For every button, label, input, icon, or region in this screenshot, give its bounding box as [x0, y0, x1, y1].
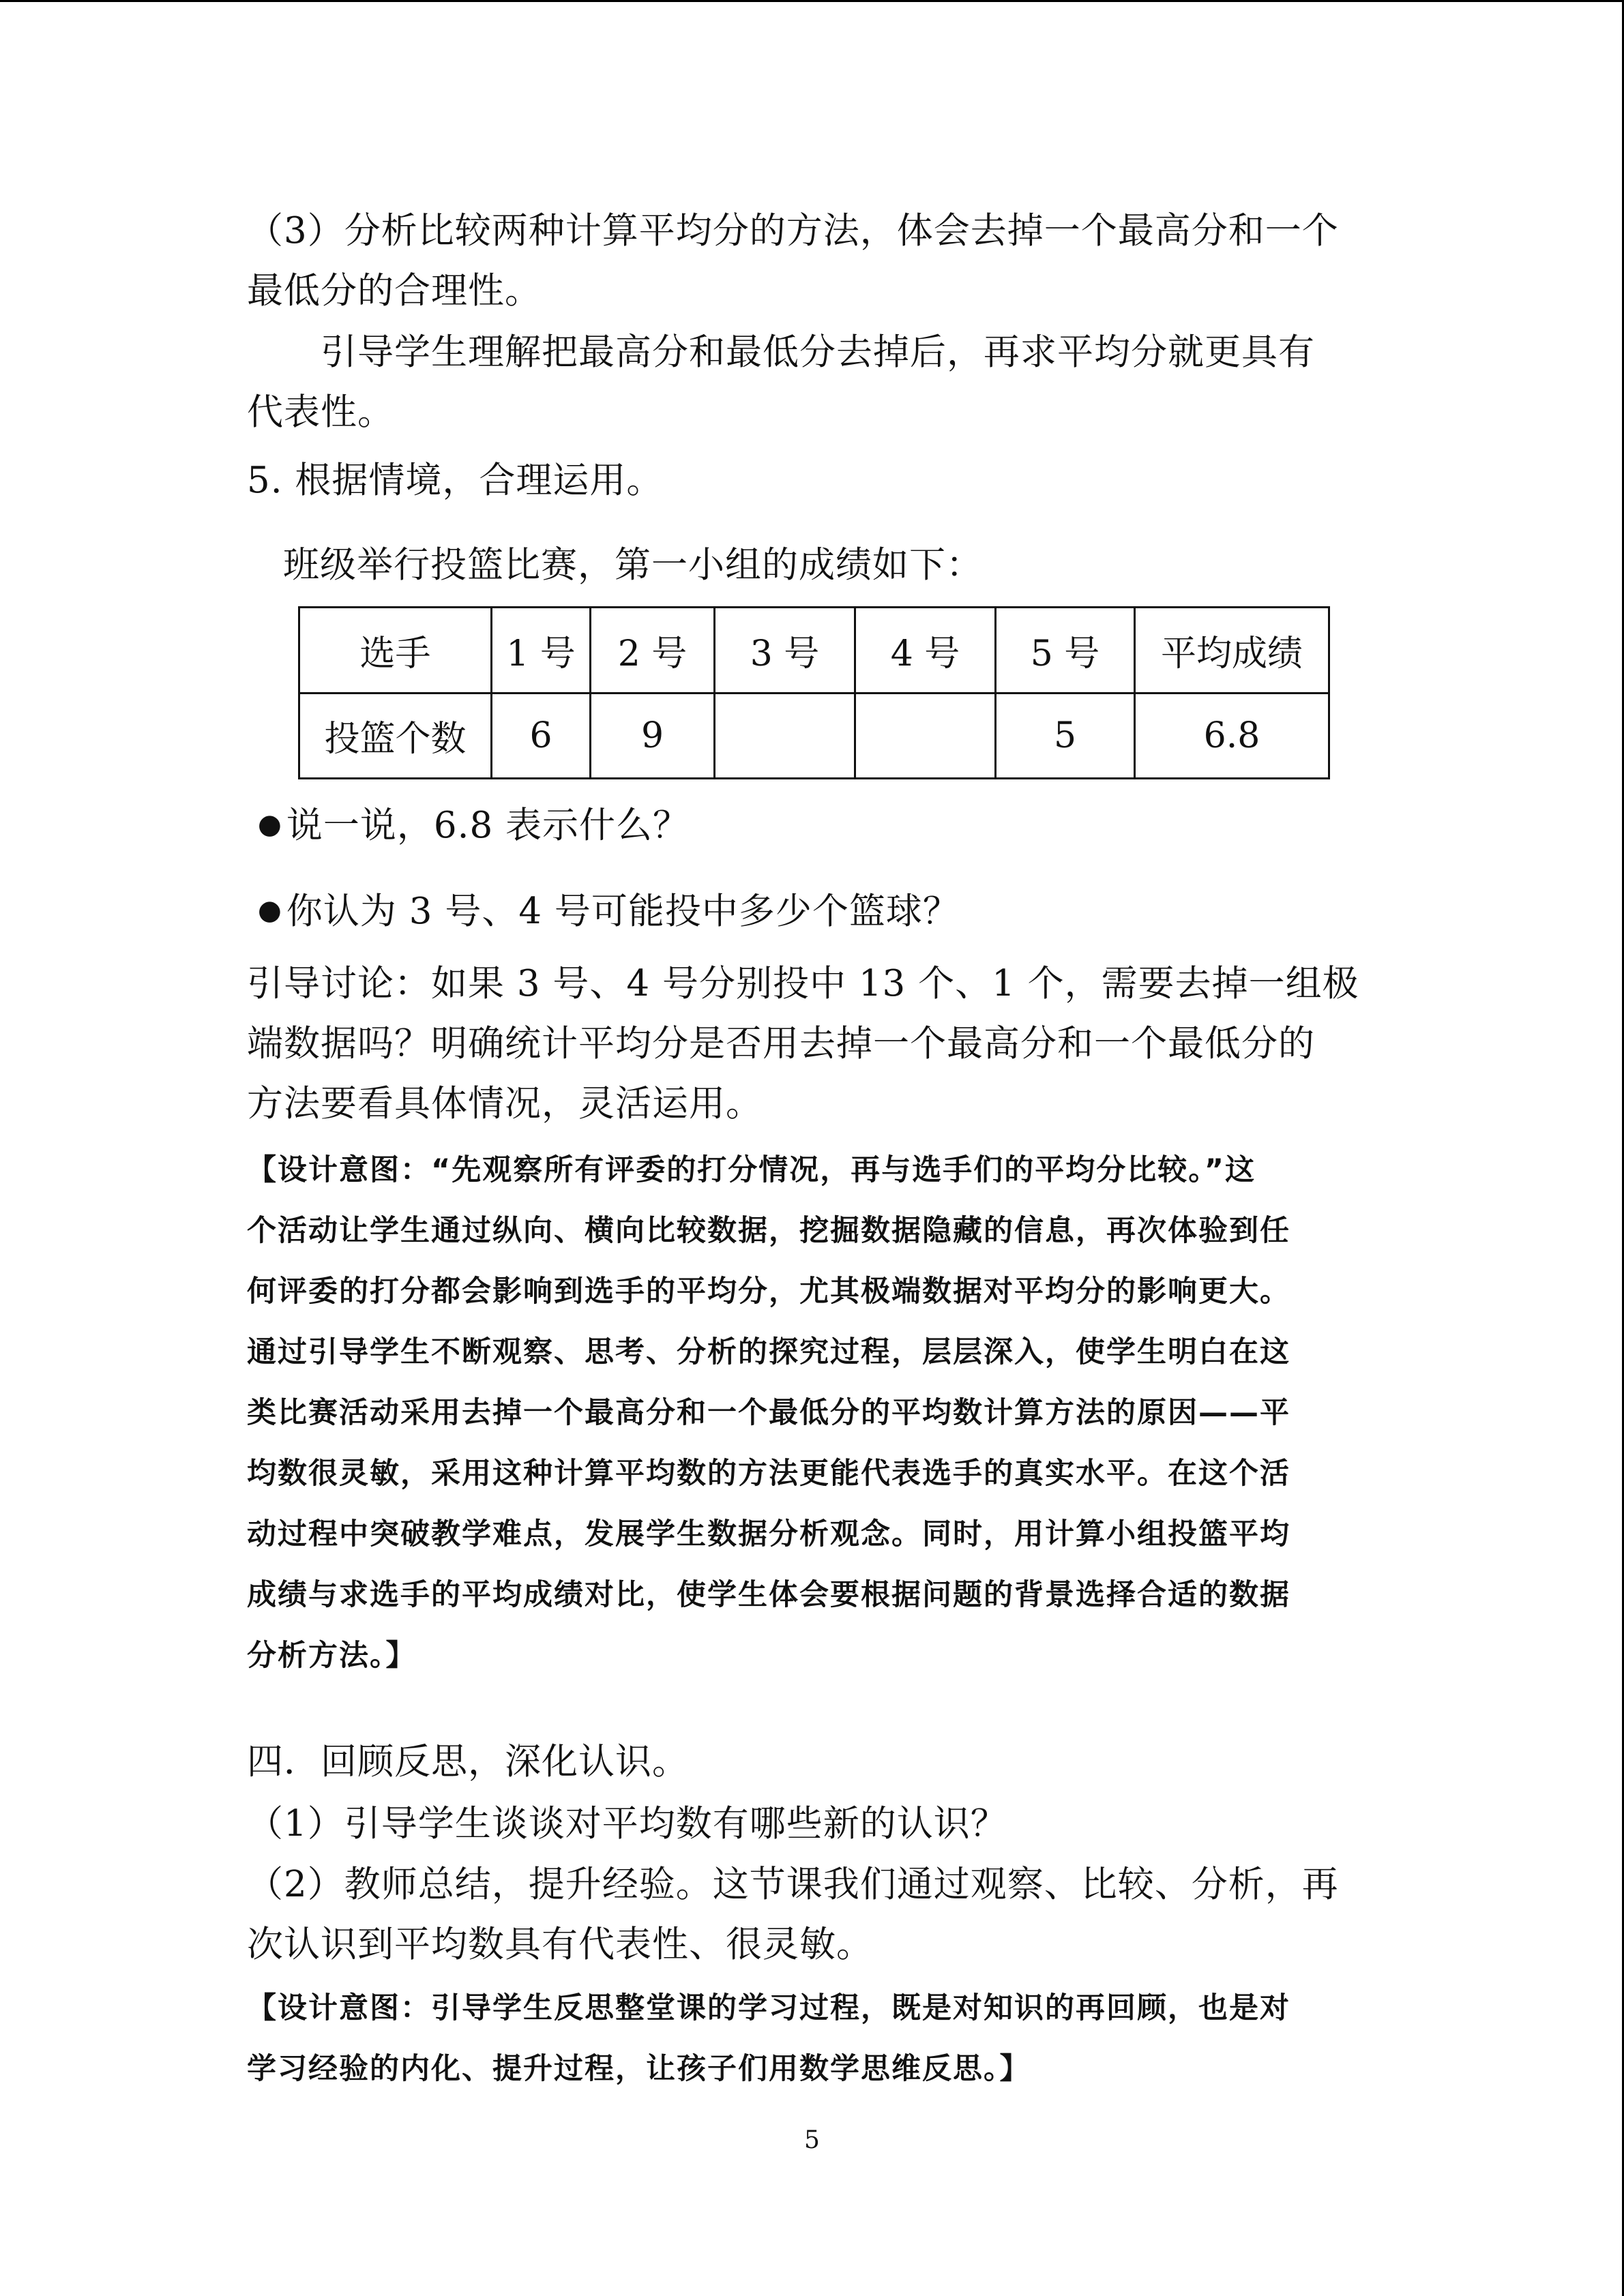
section4-item2-line2: 次认识到平均数具有代表性、很灵敏。 — [247, 1924, 873, 1965]
table-cell — [855, 693, 996, 779]
section3-para1-line2: 最低分的合理性。 — [247, 270, 542, 312]
question-2 — [258, 880, 960, 942]
section3-para2-line2: 代表性。 — [247, 391, 394, 433]
section4-item1: （1）引导学生谈谈对平均数有哪些新的认识？ — [247, 1803, 1007, 1845]
design-intent-1-line: 类比赛活动采用去掉一个最高分和一个最低分的平均数计算方法的原因——平 — [247, 1396, 1290, 1430]
section4-heading: 四．回顾反思，深化认识。 — [247, 1741, 689, 1783]
table-header-cell: 4 号 — [855, 608, 996, 694]
question-2-text: 你认为 3 号、4 号可能投中多少个篮球？ — [286, 891, 960, 932]
table-cell: 6 — [492, 693, 591, 779]
design-intent-1-line: 【设计意图：“先观察所有评委的打分情况，再与选手们的平均分比较。”这 — [247, 1153, 1256, 1187]
section4-item2-line1: （2）教师总结，提升经验。这节课我们通过观察、比较、分析，再 — [247, 1864, 1339, 1905]
table-cell: 9 — [591, 693, 715, 779]
table-cell: 投篮个数 — [299, 693, 492, 779]
table-header-cell: 3 号 — [715, 608, 855, 694]
question-1-text: 说一说，6.8 表示什么？ — [286, 805, 690, 846]
table-header-cell: 2 号 — [591, 608, 715, 694]
step5-heading: 5. 根据情境，合理运用。 — [247, 460, 664, 501]
page-border-top — [0, 0, 1624, 2]
table-header-cell: 5 号 — [996, 608, 1135, 694]
table-header-cell: 选手 — [299, 608, 492, 694]
design-intent-1-line: 成绩与求选手的平均成绩对比，使学生体会要根据问题的背景选择合适的数据 — [247, 1578, 1290, 1612]
question-1 — [258, 794, 690, 856]
discussion-line2: 端数据吗？明确统计平均分是否用去掉一个最高分和一个最低分的 — [247, 1023, 1315, 1064]
discussion-line3: 方法要看具体情况，灵活运用。 — [247, 1083, 763, 1124]
table-row — [299, 693, 1329, 779]
section3-para2-line1: 引导学生理解把最高分和最低分去掉后，再求平均分就更具有 — [321, 331, 1315, 373]
table-header-cell: 1 号 — [492, 608, 591, 694]
table-header-cell: 平均成绩 — [1135, 608, 1329, 694]
bullet-icon: ● — [258, 809, 282, 840]
table-intro: 班级举行投篮比赛，第一小组的成绩如下： — [283, 544, 983, 586]
design-intent-2-line: 【设计意图：引导学生反思整堂课的学习过程，既是对知识的再回顾，也是对 — [247, 1991, 1290, 2025]
table-header-row — [299, 608, 1329, 694]
score-table — [298, 606, 1330, 779]
table-cell: 6.8 — [1135, 693, 1329, 779]
design-intent-1-line: 何评委的打分都会影响到选手的平均分，尤其极端数据对平均分的影响更大。 — [247, 1274, 1290, 1309]
design-intent-2-line: 学习经验的内化、提升过程，让孩子们用数学思维反思。】 — [247, 2052, 1031, 2086]
design-intent-1-line: 个活动让学生通过纵向、横向比较数据，挖掘数据隐藏的信息，再次体验到任 — [247, 1214, 1290, 1248]
bullet-icon: ● — [258, 895, 282, 926]
page-number: 5 — [804, 2126, 820, 2154]
section3-para1-line1: （3）分析比较两种计算平均分的方法，体会去掉一个最高分和一个 — [247, 210, 1339, 252]
design-intent-1-line: 均数很灵敏，采用这种计算平均数的方法更能代表选手的真实水平。在这个活 — [247, 1457, 1290, 1491]
design-intent-1-line: 通过引导学生不断观察、思考、分析的探究过程，层层深入，使学生明白在这 — [247, 1335, 1290, 1369]
table-cell: 5 — [996, 693, 1135, 779]
design-intent-1-line: 动过程中突破教学难点，发展学生数据分析观念。同时，用计算小组投篮平均 — [247, 1517, 1290, 1551]
discussion-line1: 引导讨论：如果 3 号、4 号分别投中 13 个、1 个，需要去掉一组极 — [247, 963, 1359, 1004]
table-cell — [715, 693, 855, 779]
design-intent-1-line: 分析方法。】 — [247, 1639, 417, 1673]
